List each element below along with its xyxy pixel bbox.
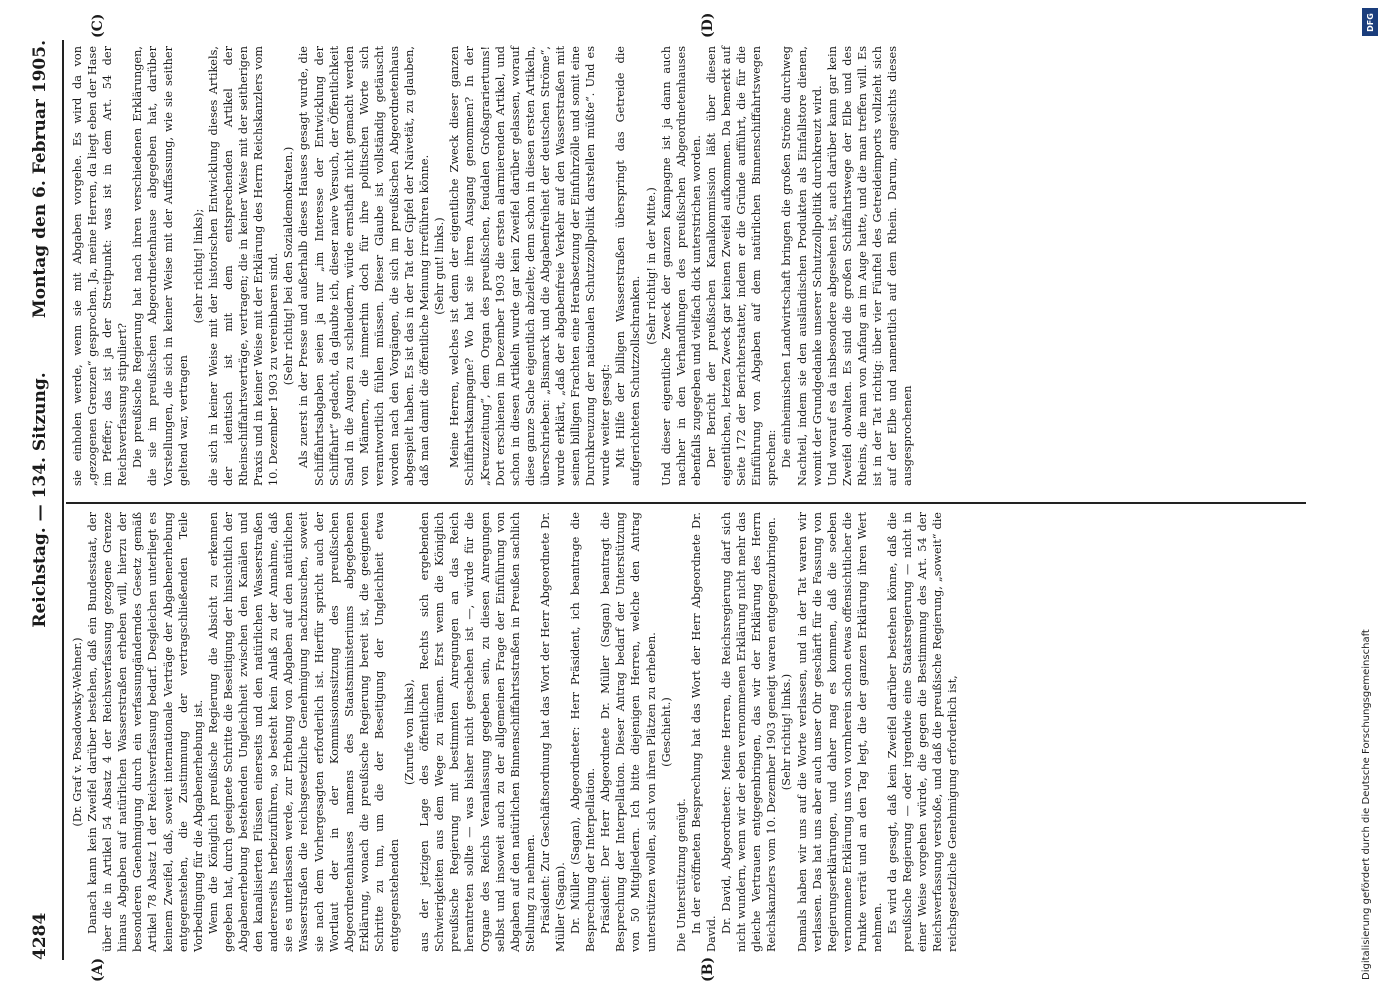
footer — [1354, 40, 1378, 980]
footer-text: Digitalisierung gefördert durch die Deutsche Forschungsgemeinschaft — [1361, 629, 1372, 980]
paragraph: Präsident: Zur Geschäftsordnung hat das Wort der Herr Abgeordnete Dr. Müller (Sagan). — [538, 512, 567, 952]
right-column — [70, 46, 915, 486]
paragraph: Danach kann kein Zweifel darüber bestehen, daß ein Bundesstaat, der über die in Artikel 54 Absatz 4 der Reichsverfassung gezogene Grenze hinaus Abgaben auf natürlichen Wasserstraßen erheben will, hierzu der besonderen Genehmigung durch ein verfassungänderndes Gesetz gemäß Artikel 78 Absatz 1 der Reichsverfassung bedarf. Desgleichen unterliegt es keinem Zweifel, daß, soweit internationale Verträge der Abgabenerhebung entgegenstehen, die Zustimmung der vertragschließenden Teile Vorbedingung für die Abgabenerhebung ist. — [86, 512, 205, 952]
quotation: Die einheimischen Landwirtschaft bringen die großen Ströme durchweg Nachteil, indem sie den ausländischen Produkten als Einfallstore dienen, womit der Grundgedanke unserer Schutzzollpolitik durchkreuzt wird. — [780, 46, 824, 486]
paragraph: Dr. Müller (Sagan), Abgeordneter: Herr Präsident, ich beantrage die Besprechung der Interpellation. — [569, 512, 598, 952]
paragraph: Die preußische Regierung hat nach ihren verschiedenen Erklärungen, die sie im preußischen Abgeordnetenhause abgegeben hat, darüber Vorstellungen, die sich in keiner Weise mit der Auffassung, wie sie seither geltend war, vertragen — [131, 46, 190, 486]
paragraph: Und dieser eigentliche Zweck der ganzen Kampagne ist ja dann auch nachher in den Verhandlungen des preußischen Abgeordnetenhauses ebenfalls zugegeben und vielfach dick unterstrichen worden. — [659, 46, 703, 486]
paragraph: Dr. David, Abgeordneter: Meine Herren, die Reichsregierung darf sich nicht wundern, wenn wir der eben vernommenen Erklärung nicht mehr das gleiche Vertrauen entgegenbringen, das wir der Erklärung des Herrn Reichskanzlers vom 10. Dezember 1903 geneigt waren entgegenzubringen. — [720, 512, 779, 952]
margin-mark-b: (B) — [700, 956, 716, 982]
paragraph: aus der jetzigen Lage des öffentlichen Rechts sich ergebenden Schwierigkeiten aus dem Wege zu räumen. Erst wenn die Königlich preußische Regierung mit bestimmten Anregungen an das Reich herantreten sollte — was bisher nicht geschehen ist —, würde für die Organe des Reichs Veranlassung gegeben sein, zu diesen Anregungen selbst und insoweit auch zu der allgemeinen Frage der Einführung von Abgaben auf den natürlichen Binnenschiffahrtsstraßen in Preußen sachlich Stellung zu nehmen. — [418, 512, 537, 952]
paragraph: Wenn die Königlich preußische Regierung die Absicht zu erkennen gegeben hat, durch geeignete Schritte die Beseitigung der hinsichtlich der Abgabenerhebung bestehenden Ungleichheit zwischen den Kanälen und den kanalisierten Flüssen einerseits und den natürlichen Wasserstraßen andererseits herbeizuführen, so besteht kein Anlaß zu der Annahme, daß sie es unterlassen werde, zur Erhebung von Abgaben auf den natürlichen Wasserstraßen die reichsgesetzliche Genehmigung nachzusuchen, soweit sie nach dem Vorhergesagten erforderlich ist. Hierfür spricht auch der Wortlaut der in der Kommissionssitzung des preußischen Abgeordnetenhauses namens des Staatsministeriums abgegebenen Erklärung, wonach die preußische Regierung bereit ist, die geeigneten Schritte zu tun, um die der Beseitigung der Ungleichheit etwa entgegenstehenden — [206, 512, 401, 952]
page-header — [30, 40, 60, 960]
dfg-logo: DFG — [1362, 8, 1378, 36]
interjection: (Sehr richtig! bei den Sozialdemokraten.) — [282, 146, 296, 386]
paragraph: Und worauf es da insbesondere abgesehen ist, auch darüber kann gar kein Zweifel obwalten. Es sind die großen Schiffahrtswege der Elbe und des Rheins, die man von Anfang an im Auge hatte, und die man treffen will. Es ist in der Tat richtig: über vier Fünftel des Getreideimports vollzieht sich auf der Elbe und namentlich auf dem Rhein. Darum, angesichts dieses ausgesprochenen — [825, 46, 915, 486]
header-rule — [62, 40, 64, 960]
margin-mark-c: (C) — [90, 13, 106, 38]
margin-mark-a: (A) — [90, 957, 106, 982]
margin-mark-d: (D) — [700, 12, 716, 38]
left-column — [70, 512, 961, 952]
paragraph: Meine Herren, welches ist denn der eigentliche Zweck dieser ganzen Schiffahrtskampagne? Wo hat sie ihren Ausgang genommen? In der „Kreuzzeitung“, dem Organ des preußischen, feudalen Großagrariertums! Dort erschienen im Dezember 1903 die ersten alarmierenden Artikel, und schon in diesen Artikeln wurde gar kein Zweifel darüber gelassen, worauf diese ganze Sache eigentlich abzielte; denn schon in diesen ersten Artikeln, überschrieben: „Bismarck und die Abgabenfreiheit der deutschen Ströme“, wurde erklärt, „daß der abgabenfreie Verkehr auf den Wasserstraßen mit seinen billigen Frachten eine Herabsetzung der Einfuhrzölle und somit eine Durchkreuzung der nationalen Schutzzollpolitik darstellen müßte“. Und es wurde weiter gesagt: — [448, 46, 613, 486]
paragraph: Es wird da gesagt, daß kein Zweifel darüber bestehen könne, daß die preußische Regierung — oder irgendwie eine Staatsregierung — nicht in einer Weise vorgehen würde, die gegen die Bestimmung des Art. 54 der Reichsverfassung verstoße, und daß die preußische Regierung, „soweit“ die reichsgesetzliche Genehmigung erforderlich ist, — [886, 512, 960, 952]
column-divider — [66, 502, 1306, 504]
speaker-header: (Dr. Graf v. Posadowsky-Wehner.) — [71, 637, 84, 827]
interjection: (Sehr richtig! in der Mitte.) — [644, 187, 658, 345]
session-date: Montag den 6. Februar 1905. — [30, 40, 50, 319]
interjection: (Geschieht.) — [659, 697, 673, 767]
paragraph: In der eröffneten Besprechung hat das Wort der Herr Abgeordnete Dr. David. — [689, 512, 718, 952]
paragraph: Präsident: Der Herr Abgeordnete Dr. Müller (Sagan) beantragt die Besprechung der Interpellation. Dieser Antrag bedarf der Unterstützung von 50 Mitgliedern. Ich bitte diejenigen Herren, welche den Antrag unterstützen wollen, sich von ihren Plätzen zu erheben. — [599, 512, 658, 952]
interjection: (Zurufe von links), — [403, 679, 417, 785]
interjection: (sehr richtig! links); — [191, 208, 205, 324]
paragraph: Damals haben wir uns auf die Worte verlassen, und in der Tat waren wir verlassen. Das hat uns aber auch unser Ohr geschärft für die Fassung von Regierungserklärungen, und daher mag es kommen, daß die soeben vernommene Erklärung uns von vornherein schon etwas offensichtlicher die Punkte verrät und an den Tag legt, die der ganzen Erklärung ihren Wert nehmen. — [795, 512, 884, 952]
interjection: (Sehr richtig! links.) — [780, 673, 794, 791]
page-number: 4284 — [30, 912, 50, 960]
interjection: (Sehr gut! links.) — [433, 217, 447, 315]
paragraph: sie einholen werde, wenn sie mit Abgaben vorgehe. Es wird da von „gezogenen Grenzen“ gesprochen. Ja, meine Herren, da liegt eben der Hase im Pfeffer; das ist ja der Streitpunkt: was ist in dem Art. 54 der Reichsverfassung stipuliert? — [71, 46, 130, 486]
session-title: Reichstag. — 134. Sitzung. — [30, 372, 50, 628]
paragraph: Als zuerst in der Presse und außerhalb dieses Hauses gesagt wurde, die Schiffahrtsabgaben seien ja nur „im Interesse der Entwicklung der Schiffahrt“ gedacht, da glaubte ich, dieser naive Versuch, der Öffentlichkeit Sand in die Augen zu schleudern, würde ernsthaft nicht gemacht werden von Männern, die immerhin doch für ihre politischen Worte sich verantwortlich fühlen müssen. Dieser Glaube ist vollständig getäuscht worden nach den Vorgängen, die sich im preußischen Abgeordnetenhaus abgespielt haben. Es ist das in der Tat der Gipfel der Naivetät, zu glauben, daß man damit die öffentliche Meinung irreführen könne. — [297, 46, 432, 486]
paragraph: die sich in keiner Weise mit der historischen Entwicklung dieses Artikels, der identisch ist mit dem entsprechenden Artikel der Rheinschiffahrtsverträge, vertragen; die in keiner Weise mit der seitherigen Praxis und in keiner Weise mit der Erklärung des Herrn Reichskanzlers vom 10. Dezember 1903 zu vereinbaren sind. — [206, 46, 281, 486]
quotation: Mit Hilfe der billigen Wasserstraßen überspringt das Getreide die aufgerichteten Schutzzollschranken. — [614, 46, 643, 486]
paragraph: Die Unterstützung genügt. — [674, 798, 688, 952]
paragraph: Der Bericht der preußischen Kanalkommission läßt über diesen eigentlichen, letzten Zweck gar keinen Zweifel aufkommen. Da bemerkt auf Seite 172 der Berichterstatter, indem er die Gründe aufführt, die für die Einführung von Abgaben auf dem natürlichen Binnenschiffahrtswegen sprechen: — [704, 46, 779, 486]
